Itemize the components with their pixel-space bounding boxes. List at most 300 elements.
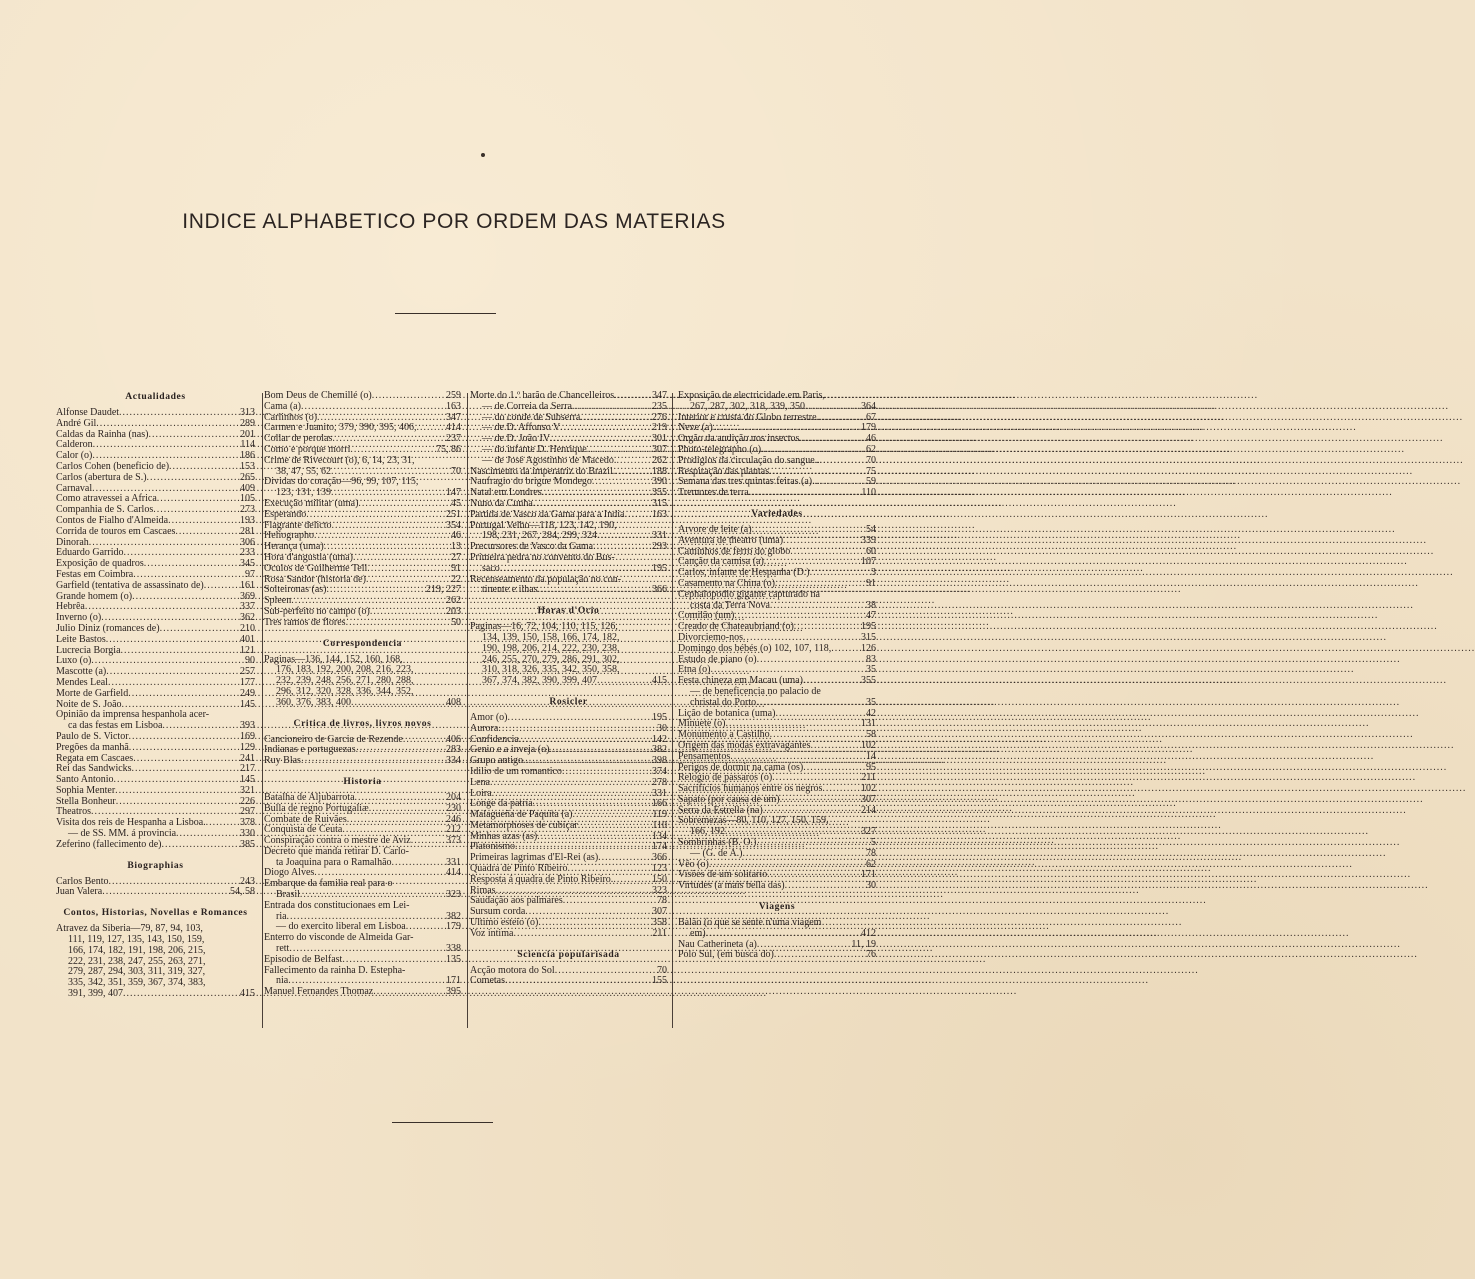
entry-page: 62 (866, 858, 876, 870)
entry-page: 186 (240, 450, 255, 462)
page-title: INDICE ALPHABETICO POR ORDEM DAS MATERIAS (182, 210, 726, 233)
entry-page: 46 (451, 530, 461, 542)
entry-page: 382 (652, 744, 667, 756)
entry-title: Ultimo esteio (o) (470, 917, 539, 929)
entry-title: Bom Deus de Chemillé (o) (264, 390, 372, 401)
index-entry (470, 402, 667, 413)
bottom-divider (392, 1122, 493, 1123)
entry-page: 330 (240, 828, 255, 840)
index-entry (678, 752, 876, 763)
entry-title: Nau Catherineta (a) (678, 938, 757, 950)
entry-title: Pregões da manhã (56, 741, 129, 753)
dot-leader (785, 881, 865, 892)
entry-title: Amor (o) (470, 711, 508, 723)
index-entry (470, 585, 667, 596)
entry-page: 59 (866, 476, 876, 488)
entry-page: 345 (240, 558, 255, 570)
entry-title: — (G. de A.) (690, 847, 743, 859)
entry-page: 91 (866, 577, 876, 589)
entry-page: 362 (240, 612, 255, 624)
entry-title: ria (276, 910, 287, 922)
dot-leader (505, 976, 651, 987)
entry-page: 307 (652, 443, 667, 455)
entry-title: saco (482, 562, 500, 574)
entry-title: Sursum corda (470, 906, 526, 918)
entry-title: 335, 342, 351, 359, 367, 374, 383, (68, 977, 206, 989)
entry-title: Companhia de S. Carlos (56, 504, 154, 516)
entry-title: Corrida de touros em Cascaes (56, 525, 176, 537)
section-heading: Biographias (127, 859, 184, 871)
entry-title: Conquista de Ceuta (264, 824, 343, 836)
entry-title: Malagueña de Paquita (a) (470, 809, 573, 821)
printer-dot (481, 153, 485, 157)
index-entry (470, 676, 667, 687)
entry-title: Monumento a Castilho (678, 729, 770, 741)
entry-title: Noite de S. João (56, 698, 122, 710)
entry-title: Exposição de electricidade em Paris, (678, 390, 825, 401)
entry-page: 58 (866, 729, 876, 741)
entry-page: 334 (446, 755, 461, 767)
entry-page: 3 (871, 567, 876, 579)
entry-title: Semana das tres quintas feiras (a).. (678, 476, 818, 488)
entry-title: Embarque da familia real para o (264, 878, 393, 890)
entry-page: 414 (446, 422, 461, 434)
entry-title: Sophia Menter (56, 784, 116, 796)
entry-title: 279, 287, 294, 303, 311, 319, 327, (68, 966, 206, 978)
entry-page: 50 (451, 616, 461, 628)
entry-title: Execução militar (uma) (264, 497, 359, 509)
entry-title: Festa chineza em Macau (uma) (678, 675, 803, 687)
entry-page: 211 (652, 927, 667, 939)
entry-page: 70 (866, 454, 876, 466)
entry-title: Creado de Chateaubriand (o) (678, 621, 794, 633)
entry-title: Partida de Vasco da Gama para a India (470, 508, 625, 520)
entry-title: tinente e ilhas (482, 584, 538, 596)
entry-page: 35 (866, 696, 876, 708)
entry-title: 166, 192 (690, 826, 725, 838)
entry-title: Bulla de regno Portugaliæ (264, 802, 369, 814)
entry-title: André Gil (56, 417, 97, 429)
index-column-1 (56, 391, 255, 1000)
dot-leader (616, 456, 651, 467)
index-entry (56, 635, 255, 646)
entry-title: Precursores de Vasco da Gama (470, 541, 594, 553)
dot-leader (756, 698, 865, 709)
entry-title: Arvore de leite (a) (678, 523, 752, 535)
entry-page: 237 (446, 433, 461, 445)
section-heading: Correspondencia (322, 637, 403, 649)
dot-leader (624, 510, 651, 521)
entry-page: 177 (240, 676, 255, 688)
entry-title: Diogo Alves (264, 867, 315, 879)
entry-page: 374 (652, 765, 667, 777)
entry-page: 13 (451, 541, 461, 553)
entry-title: 166, 174, 182, 191, 198, 206, 215, (68, 944, 206, 956)
entry-title: Festas em Coimbra (56, 568, 134, 580)
entry-page: 276 (652, 411, 667, 423)
entry-title: Visões de um solitario (678, 869, 768, 881)
entry-title: Solteironas (as) (264, 584, 327, 596)
entry-title: Loira (470, 787, 492, 799)
entry-page: 163 (446, 400, 461, 412)
entry-page: 67 (866, 411, 876, 423)
dot-leader (351, 698, 445, 709)
entry-title: 111, 119, 127, 135, 143, 150, 159, (68, 934, 205, 946)
entry-page: 331 (652, 787, 667, 799)
entry-page: 22 (451, 573, 461, 585)
entry-page: 121 (240, 644, 255, 656)
entry-title: — de SS. MM. á provincia (68, 828, 177, 840)
entry-title: 198, 231, 267, 284, 299, 324 (482, 530, 597, 542)
entry-title: 38, 47, 55, 62 (276, 465, 331, 477)
entry-page: 331 (446, 856, 461, 868)
entry-title: Aurora (470, 722, 499, 734)
entry-title: Carlos, infante de Hespanha (D.) (678, 567, 810, 579)
entry-title: Luxo (o) (56, 655, 92, 667)
entry-title: nia (276, 975, 289, 987)
index-entry (56, 887, 255, 898)
index-entry (470, 644, 667, 655)
entry-title: 222, 231, 238, 247, 255, 263, 271, (68, 955, 206, 967)
entry-title: Pensamentos (678, 750, 731, 762)
entry-page: 226 (240, 795, 255, 807)
entry-title: Resposta á quadra de Pinto Ribeiro. (470, 873, 614, 885)
entry-page: 408 (446, 696, 461, 708)
entry-title: Inverno (o) (56, 612, 102, 624)
entry-title: Respiração das plantas (678, 465, 770, 477)
entry-title: Dinorah (56, 536, 89, 548)
entry-page: 135 (446, 953, 461, 965)
entry-title: Origem das modas extravagantes (678, 739, 811, 751)
entry-title: Prodigios da circulação do sangue.. (678, 454, 820, 466)
entry-page: 83 (866, 653, 876, 665)
entry-page: 315 (652, 497, 667, 509)
entry-page: 321 (240, 784, 255, 796)
entry-page: 398 (652, 755, 667, 767)
entry-page: 110 (652, 819, 667, 831)
entry-title: Casamento na China (o) (678, 577, 775, 589)
index-entry (678, 644, 876, 655)
entry-title: Carlos Bento (56, 875, 109, 887)
entry-page: 331 (652, 530, 667, 542)
entry-title: Quadra de Pinto Ribeiro (470, 863, 568, 875)
entry-title: Lena (470, 776, 490, 788)
dot-leader (730, 752, 865, 763)
entry-title: Alfonse Daudet (56, 407, 120, 418)
entry-page: 265 (240, 471, 255, 483)
dot-leader (106, 635, 239, 646)
entry-title: Rei das Sandwicks (56, 763, 132, 775)
entry-page: 373 (446, 835, 461, 847)
entry-page: 251 (446, 508, 461, 520)
entry-title: Etna (o) (678, 664, 711, 676)
entry-title: Relogio de passaros (o) (678, 772, 773, 784)
entry-title: Polo Sul, (em busca do) (678, 949, 774, 961)
index-entry (56, 989, 255, 1000)
entry-title: Grupo antigo (470, 755, 524, 767)
entry-title: Balão (o que se sente n'uma viagem (678, 917, 822, 929)
entry-title: Carlinhos (o) (264, 411, 318, 423)
entry-page: 230 (446, 802, 461, 814)
entry-title: Theatros (56, 806, 91, 818)
entry-title: Rimas (470, 884, 496, 896)
dot-leader (128, 689, 239, 700)
entry-title: ta Joaquina para o Ramalhão (276, 856, 392, 868)
entry-title: Rosa Sandor (historia de) (264, 573, 366, 585)
entry-page: 179 (861, 422, 876, 434)
entry-page: 289 (240, 417, 255, 429)
entry-title: Decreto que manda retirar D. Carlo- (264, 845, 409, 857)
entry-page: 414 (446, 867, 461, 879)
entry-page: 273 (240, 504, 255, 516)
entry-page: 150 (652, 873, 667, 885)
entry-title: Genio e a inveja (o) (470, 744, 550, 756)
entry-page: 35 (866, 664, 876, 676)
entry-title: Conspiração contra o mestre de Aviz (264, 835, 411, 847)
entry-page: 338 (446, 943, 461, 955)
entry-page: 278 (652, 776, 667, 788)
entry-title: Atravez da Siberia—79, 87, 94, 103, (56, 923, 203, 935)
entry-title: Tremores de terra (678, 487, 749, 499)
entry-title: Voz intima (470, 927, 514, 939)
entry-title: Crime de Rivecourt (o), 6, 14, 23, 31, (264, 454, 415, 466)
entry-title: Herança (uma) (264, 541, 324, 553)
entry-page: 47 (866, 610, 876, 622)
entry-page: 27 (451, 551, 461, 563)
entry-title: Natal em Londres (470, 487, 542, 499)
entry-page: 243 (240, 875, 255, 887)
dot-leader (774, 950, 865, 961)
entry-page: 409 (240, 482, 255, 494)
entry-page: 171 (861, 869, 876, 881)
entry-title: Como e porque morri (264, 443, 351, 455)
entry-page: 95 (866, 761, 876, 773)
entry-page: 382 (446, 910, 461, 922)
entry-title: Lucrecia Borgia (56, 644, 121, 656)
entry-title: 367, 374, 382, 390, 399, 407 (482, 675, 597, 687)
entry-title: Carlos Cohen (beneficio de) (56, 460, 170, 472)
entry-title: Santo Antonio (56, 774, 114, 786)
index-entry (264, 402, 461, 413)
entry-page: 195 (861, 621, 876, 633)
entry-page: 211 (861, 772, 876, 784)
entry-title: Collar de perolas (264, 433, 333, 445)
index-column-2 (264, 391, 461, 998)
entry-title: Calor (o) (56, 450, 93, 462)
entry-title: 176, 183, 192, 200, 208, 216, 223, (276, 664, 414, 676)
entry-title: Grande homem (o) (56, 590, 133, 602)
entry-title: Contos de Fialho d'Almeida (56, 514, 169, 526)
index-entry (678, 881, 876, 892)
entry-page: 415 (652, 675, 667, 687)
entry-title: Heliographo (264, 530, 314, 542)
entry-page: 90 (245, 655, 255, 667)
entry-title: Primeiras lagrimas d'El-Rei (as) (470, 852, 599, 864)
entry-page: 102 (861, 739, 876, 751)
entry-page: 70 (657, 964, 667, 976)
entry-page: 358 (652, 917, 667, 929)
entry-title: Domingo dos bébés (o) 102, 107, 118, (678, 642, 832, 654)
entry-page: 161 (240, 579, 255, 591)
entry-title: Visita dos reis de Hespanha a Lisboa. (56, 817, 206, 829)
entry-title: Estudo de piano (o) (678, 653, 757, 665)
entry-title: Canção da camisa (a) (678, 556, 764, 568)
entry-page: 145 (240, 774, 255, 786)
entry-page: 114 (240, 439, 255, 451)
entry-page: 75, 86 (436, 443, 461, 455)
entry-page: 259 (446, 390, 461, 401)
index-entry (678, 488, 876, 499)
index-entry (678, 590, 876, 601)
entry-title: 190, 198, 206, 214, 222, 230, 238, (482, 642, 620, 654)
entry-title: rett (276, 943, 290, 955)
entry-page: 323 (446, 889, 461, 901)
entry-page: 70 (451, 465, 461, 477)
entry-page: 315 (861, 631, 876, 643)
entry-title: Platonismo (470, 841, 516, 853)
entry-title: Combate de Ruivães (264, 813, 347, 825)
section-heading: Historia (343, 775, 382, 787)
entry-page: 297 (240, 806, 255, 818)
entry-title: Acção motora do Sol (470, 964, 555, 976)
entry-page: 60 (866, 545, 876, 557)
entry-page: 210 (240, 622, 255, 634)
index-entry (470, 929, 667, 940)
entry-page: 235 (652, 400, 667, 412)
entry-title: Cama (a) (264, 400, 301, 412)
entry-page: 102 (861, 783, 876, 795)
entry-page: 78 (657, 895, 667, 907)
entry-page: 142 (652, 733, 667, 745)
dot-leader (123, 989, 239, 1000)
entry-title: Batalha de Aljubarrota (264, 791, 355, 803)
entry-title: 391, 399, 407 (68, 988, 123, 1000)
section-heading: Actualidades (125, 391, 186, 402)
entry-title: 246, 255, 270, 279, 286, 291, 302, (482, 653, 620, 665)
entry-title: Morte de Garfield (56, 687, 129, 699)
dot-leader (301, 402, 445, 413)
entry-page: 107 (861, 556, 876, 568)
entry-title: — de D. Affonso V (482, 422, 561, 434)
entry-page: 246 (446, 813, 461, 825)
entry-title: em) (690, 927, 706, 939)
entry-page: 131 (861, 718, 876, 730)
entry-title: Cephalopodio gigante capturado na (678, 588, 820, 600)
entry-page: 166 (652, 798, 667, 810)
entry-page: 364 (861, 400, 876, 412)
entry-title: 267, 287, 302, 318, 339, 350 (690, 400, 805, 412)
entry-title: 310, 318, 326, 335, 342, 350, 358, (482, 664, 620, 676)
entry-title: Vêo (o) (678, 858, 709, 870)
entry-page: 76 (866, 949, 876, 961)
index-column-3 (470, 391, 667, 987)
index-entry (264, 618, 461, 629)
entry-title: 232, 239, 248, 256, 271, 280, 288, (276, 675, 414, 687)
entry-page: 179 (446, 921, 461, 933)
entry-page: 366 (652, 584, 667, 596)
entry-title: Naufragio do brigue Mondego (470, 476, 592, 488)
entry-title: Flagrante delicto (264, 519, 332, 531)
entry-page: 262 (446, 595, 461, 607)
index-entry (470, 564, 667, 575)
entry-page: 339 (861, 534, 876, 546)
entry-title: Comilão (um) (678, 610, 735, 622)
entry-title: — de beneficencia no palacio de (690, 685, 821, 697)
section-heading: Rosicler (549, 695, 588, 707)
entry-title: Ruy Blas (264, 755, 301, 767)
section-heading: Sciencia popularisada (517, 948, 620, 960)
entry-page: 217 (240, 763, 255, 775)
dot-leader (831, 644, 860, 655)
entry-title: Sombrinhas (B. O.) (678, 837, 757, 849)
entry-page: 415 (240, 988, 255, 1000)
entry-title: christal do Porto (690, 696, 757, 708)
entry-page: 369 (240, 590, 255, 602)
index-entry (56, 527, 255, 538)
entry-title: Paulo de S. Victor (56, 730, 129, 742)
index-entry (678, 456, 876, 467)
entry-title: Confidencia (470, 733, 519, 745)
entry-title: Sub-perfeito no campo (o) (264, 605, 370, 617)
entry-page: 38 (866, 599, 876, 611)
index-entry (678, 698, 876, 709)
entry-title: Oculos de Guilherme Tell (264, 562, 368, 574)
entry-title: Garfield (tentativa de assassinato de) (56, 579, 204, 591)
entry-page: 366 (652, 852, 667, 864)
index-entry (56, 743, 255, 754)
entry-page: 62 (866, 443, 876, 455)
index-entry (264, 564, 461, 575)
entry-title: Regata em Cascaes (56, 752, 134, 764)
dot-leader (162, 840, 240, 851)
entry-page: 42 (866, 707, 876, 719)
entry-title: — de José Agostinho de Macedo. (482, 454, 617, 466)
entry-title: Perigos de dormir na cama (os) (678, 761, 804, 773)
entry-title: Primeira pedra no convento do Bus- (470, 551, 615, 563)
entry-title: Minhas azas (as) (470, 830, 538, 842)
entry-page: 134 (652, 830, 667, 842)
entry-page: 212 (446, 824, 461, 836)
entry-page: 14 (866, 750, 876, 762)
entry-title: Esperando (264, 508, 307, 520)
dot-leader (301, 756, 445, 767)
entry-page: 257 (240, 666, 255, 678)
entry-page: 283 (446, 744, 461, 756)
entry-page: 78 (866, 847, 876, 859)
entry-page: 337 (240, 601, 255, 613)
index-entry (678, 402, 876, 413)
entry-title: Longe da patria (470, 798, 533, 810)
entry-page: 214 (861, 804, 876, 816)
entry-page: 249 (240, 687, 255, 699)
dot-leader (490, 778, 651, 789)
entry-page: 301 (652, 433, 667, 445)
entry-page: 169 (240, 730, 255, 742)
index-entry (56, 840, 255, 851)
entry-page: 193 (240, 514, 255, 526)
entry-title: Interior e crusta do Globo terrestre. (678, 411, 820, 423)
entry-title: — do conde de Subserra (482, 411, 581, 423)
entry-title: Photo-telegrapho (o) (678, 443, 762, 455)
entry-title: Zeferino (fallecimento de) (56, 838, 162, 850)
entry-title: Calderon (56, 439, 93, 451)
entry-title: Minuete (o) (678, 718, 726, 730)
entry-title: — de D. João IV (482, 433, 551, 445)
entry-page: 393 (240, 720, 255, 732)
index-entry (470, 456, 667, 467)
entry-title: Indianas e portuguezas (264, 744, 356, 756)
dot-leader (538, 585, 651, 596)
